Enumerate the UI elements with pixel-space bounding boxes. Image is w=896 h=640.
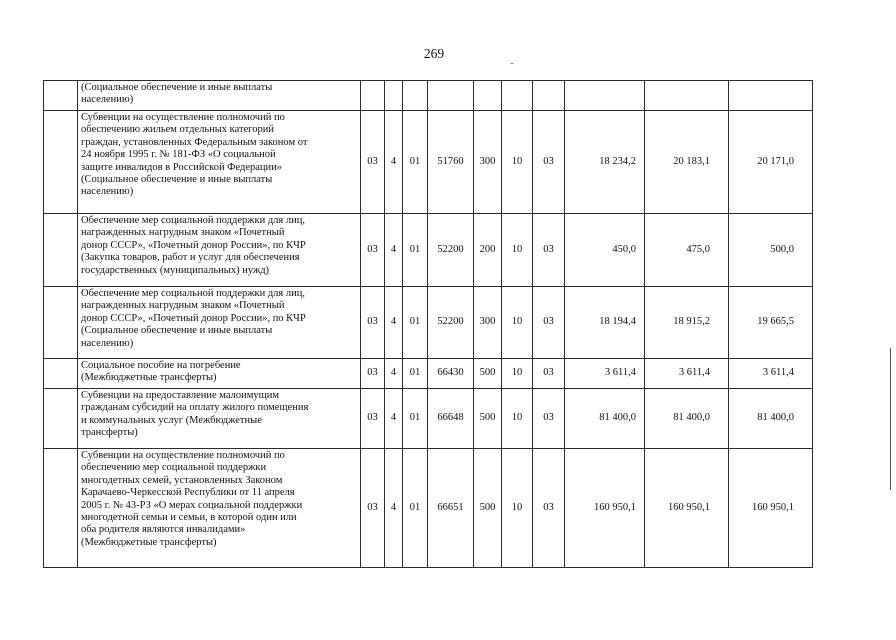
value-year-2: 18 915,2	[645, 287, 729, 359]
value-year-3: 19 665,5	[729, 287, 813, 359]
description-line: граждан, установленных Федеральным законом от	[81, 136, 308, 148]
subsection-code: 03	[533, 111, 565, 214]
section-code: 03	[361, 449, 385, 568]
value-year-1: 160 950,1	[565, 449, 645, 568]
section-code: 03	[361, 287, 385, 359]
program-code: 4	[385, 359, 403, 389]
section-code: 03	[361, 111, 385, 214]
description-line: (Социальное обеспечение и иные выплаты	[81, 325, 273, 337]
description-line: трансферты)	[81, 427, 138, 439]
row-marker-cell	[44, 449, 78, 568]
subsection-code: 03	[533, 389, 565, 449]
value-year-2: 160 950,1	[645, 449, 729, 568]
article-code: 52200	[428, 287, 474, 359]
row-marker-cell	[44, 81, 78, 111]
program-code	[385, 81, 403, 111]
row-description	[78, 359, 361, 389]
value-year-1: 18 234,2	[565, 111, 645, 214]
row-marker-cell	[44, 359, 78, 389]
department-code: 10	[502, 389, 533, 449]
subprogram-code: 01	[403, 111, 428, 214]
expense-type-code: 500	[474, 389, 502, 449]
subprogram-code: 01	[403, 389, 428, 449]
table-row	[44, 359, 813, 389]
subsection-code: 03	[533, 214, 565, 287]
department-code: 10	[502, 449, 533, 568]
department-code	[502, 81, 533, 111]
expense-type-code: 500	[474, 449, 502, 568]
department-code: 10	[502, 359, 533, 389]
table-row	[44, 111, 813, 214]
description-line: многодетной семьи и семьи, в которой один или	[81, 512, 297, 524]
description-line: обеспечению мер социальной поддержки	[81, 462, 267, 474]
expense-type-code: 300	[474, 111, 502, 214]
description-line: защите инвалидов в Российской Федерации»	[81, 161, 283, 173]
subprogram-code	[403, 81, 428, 111]
description-line: Карачаево-Черкесской Республики от 11 апреля	[81, 487, 295, 499]
row-description	[78, 214, 361, 287]
value-year-2: 3 611,4	[645, 359, 729, 389]
article-code: 66430	[428, 359, 474, 389]
description-line: (Межбюджетные трансферты)	[81, 536, 217, 548]
description-line: населению)	[81, 337, 134, 349]
department-code: 10	[502, 214, 533, 287]
subsection-code: 03	[533, 359, 565, 389]
subprogram-code: 01	[403, 359, 428, 389]
row-description	[78, 449, 361, 568]
subprogram-code: 01	[403, 449, 428, 568]
department-code: 10	[502, 287, 533, 359]
value-year-3: 20 171,0	[729, 111, 813, 214]
description-line: донор СССР», «Почетный донор России», по КЧР	[81, 312, 306, 324]
section-code: 03	[361, 389, 385, 449]
description-line: обеспечению жильем отдельных категорий	[81, 124, 275, 136]
table-row	[44, 449, 813, 568]
subsection-code: 03	[533, 449, 565, 568]
value-year-3	[729, 81, 813, 111]
value-year-1: 18 194,4	[565, 287, 645, 359]
description-line: (Социальное обеспечение и иные выплаты	[81, 82, 273, 93]
description-line: награжденных нагрудным знаком «Почетный	[81, 300, 285, 312]
value-year-1: 3 611,4	[565, 359, 645, 389]
page-number: 269	[423, 46, 445, 61]
description-line: оба родителя являются инвалидами»	[81, 524, 246, 536]
expense-type-code	[474, 81, 502, 111]
description-line: населению)	[81, 186, 134, 198]
table-row	[44, 389, 813, 449]
description-line: 24 ноября 1995 г. № 181-ФЗ «О социальной	[81, 149, 276, 161]
description-line: многодетных семей, установленных Законом	[81, 474, 283, 486]
scan-speck	[511, 63, 513, 64]
expense-type-code: 200	[474, 214, 502, 287]
article-code	[428, 81, 474, 111]
description-line: и коммунальных услуг (Межбюджетные	[81, 414, 262, 426]
value-year-1	[565, 81, 645, 111]
description-line: Субвенции на осуществление полномочий по	[81, 112, 285, 123]
value-year-3: 81 400,0	[729, 389, 813, 449]
description-line: населению)	[81, 94, 134, 106]
subsection-code	[533, 81, 565, 111]
description-line: Субвенции на осуществление полномочий по	[81, 450, 285, 461]
department-code: 10	[502, 111, 533, 214]
value-year-3: 3 611,4	[729, 359, 813, 389]
description-line: (Социальное обеспечение и иные выплаты	[81, 174, 273, 186]
description-line: (Межбюджетные трансферты)	[81, 372, 217, 384]
value-year-2: 20 183,1	[645, 111, 729, 214]
description-line: (Закупка товаров, работ и услуг для обеспечения	[81, 252, 300, 264]
article-code: 66648	[428, 389, 474, 449]
description-line: государственных (муниципальных) нужд)	[81, 264, 270, 276]
row-description	[78, 389, 361, 449]
section-code	[361, 81, 385, 111]
expense-type-code: 300	[474, 287, 502, 359]
section-code: 03	[361, 214, 385, 287]
row-description	[78, 287, 361, 359]
article-code: 51760	[428, 111, 474, 214]
description-line: Обеспечение мер социальной поддержки для лиц,	[81, 215, 305, 226]
description-line: Социальное пособие на погребение	[81, 360, 241, 371]
budget-table	[43, 80, 813, 568]
value-year-1: 450,0	[565, 214, 645, 287]
row-marker-cell	[44, 287, 78, 359]
description-line: награжденных нагрудным знаком «Почетный	[81, 227, 285, 239]
row-description	[78, 81, 361, 111]
section-code: 03	[361, 359, 385, 389]
table-row	[44, 81, 813, 111]
description-line: донор СССР», «Почетный донор России», по КЧР	[81, 239, 306, 251]
row-description	[78, 111, 361, 214]
subsection-code: 03	[533, 287, 565, 359]
program-code: 4	[385, 111, 403, 214]
article-code: 66651	[428, 449, 474, 568]
value-year-2: 81 400,0	[645, 389, 729, 449]
value-year-3: 160 950,1	[729, 449, 813, 568]
table-row	[44, 287, 813, 359]
row-marker-cell	[44, 111, 78, 214]
scan-edge-mark	[890, 348, 891, 490]
table-row	[44, 214, 813, 287]
program-code: 4	[385, 389, 403, 449]
description-line: гражданам субсидий на оплату жилого помещения	[81, 402, 309, 414]
article-code: 52200	[428, 214, 474, 287]
value-year-2: 475,0	[645, 214, 729, 287]
expense-type-code: 500	[474, 359, 502, 389]
program-code: 4	[385, 214, 403, 287]
value-year-2	[645, 81, 729, 111]
value-year-3: 500,0	[729, 214, 813, 287]
row-marker-cell	[44, 389, 78, 449]
program-code: 4	[385, 449, 403, 568]
row-marker-cell	[44, 214, 78, 287]
program-code: 4	[385, 287, 403, 359]
subprogram-code: 01	[403, 287, 428, 359]
description-line: 2005 г. № 43-РЗ «О мерах социальной поддержки	[81, 499, 303, 511]
value-year-1: 81 400,0	[565, 389, 645, 449]
subprogram-code: 01	[403, 214, 428, 287]
description-line: Обеспечение мер социальной поддержки для лиц,	[81, 288, 305, 299]
description-line: Субвенции на предоставление малоимущим	[81, 390, 279, 401]
